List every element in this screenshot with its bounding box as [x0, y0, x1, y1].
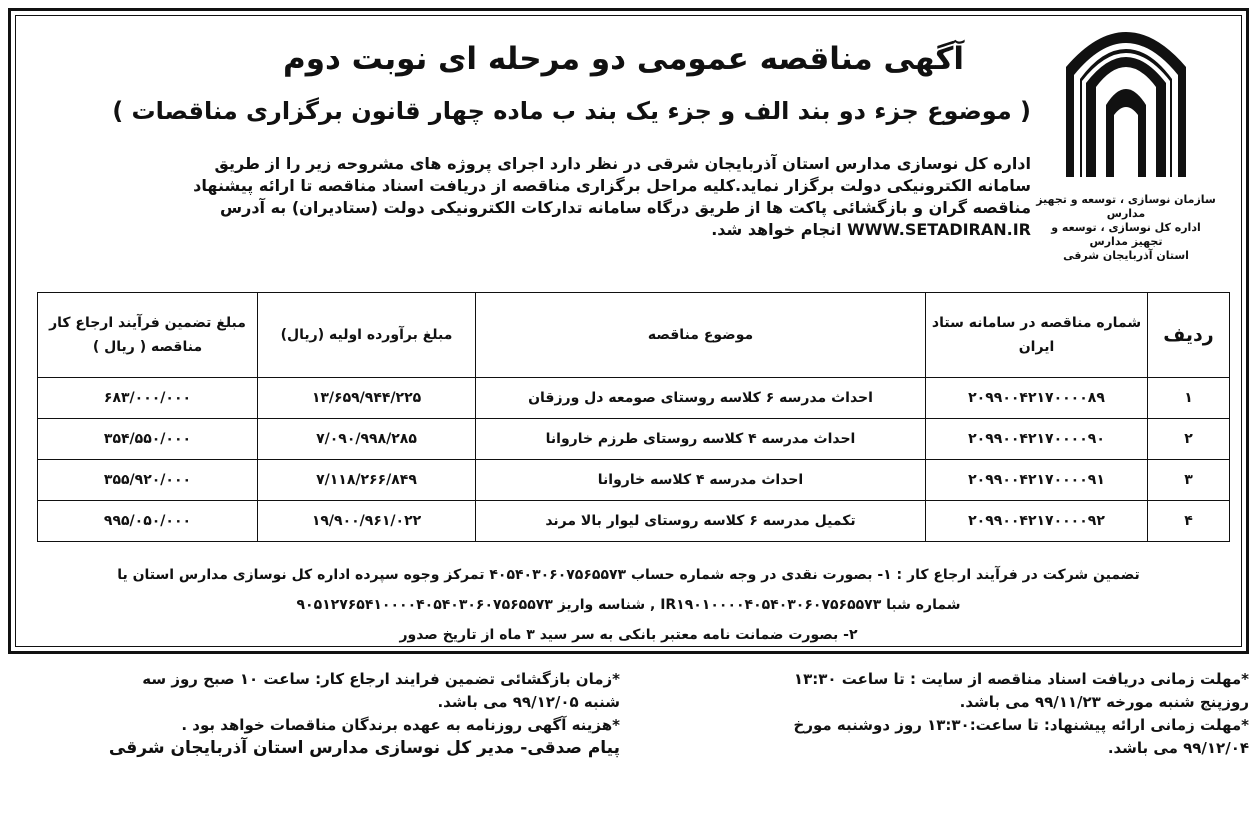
cell-row: ۴: [1148, 501, 1230, 542]
guarantee-line: شماره شبا IR۱۹۰۱۰۰۰۰۴۰۵۴۰۳۰۶۰۷۵۶۵۵۷۳ , شناسه واریز ۹۰۵۱۲۷۶۵۴۱۰۰۰۰۴۰۵۴۰۳۰۶۰۷۵۶۵۵۷۳: [296, 597, 961, 613]
org-name: [1036, 193, 1216, 263]
organization-emblem-icon: [1056, 27, 1196, 187]
org-name-line3: استان آذربایجان شرقی: [1063, 249, 1189, 262]
download-deadline-date: روزپنج شنبه مورخه ۹۹/۱۱/۲۳ می باشد.: [959, 693, 1249, 711]
ad-cost-note: *هزینه آگهی روزنامه به عهده برندگان مناقصات خواهد بود .: [181, 716, 620, 734]
intro-line: مناقصه گران و بازگشائی پاکت ها از طریق درگاه سامانه تدارکات الکترونیکی دولت (ستادیران) به آدرس: [220, 198, 1031, 217]
logo-block: [1036, 27, 1216, 263]
col-header-subject: موضوع مناقصه: [476, 293, 926, 378]
cell-estimate: ۷/۰۹۰/۹۹۸/۲۸۵: [258, 419, 476, 460]
cell-guarantee: ۹۹۵/۰۵۰/۰۰۰: [38, 501, 258, 542]
ad-title: آگهی مناقصه عمومی دو مرحله ای نوبت دوم: [282, 41, 965, 77]
intro-line: اداره کل نوسازی مدارس استان آذربایجان شرقی در نظر دارد اجرای پروژه های مشروحه زیر را از طریق: [214, 154, 1031, 173]
org-name-line2: اداره کل نوسازی ، توسعه و تجهیز مدارس: [1051, 221, 1201, 248]
table-row: [38, 419, 1230, 460]
col-header-guarantee: مبلغ تضمین فرآیند ارجاع کار مناقصه ( ریال ): [38, 293, 258, 378]
cell-guarantee: ۳۵۴/۵۵۰/۰۰۰: [38, 419, 258, 460]
cell-tender-no: ۲۰۹۹۰۰۴۲۱۷۰۰۰۰۹۲: [926, 501, 1148, 542]
guarantee-line: تضمین شرکت در فرآیند ارجاع کار : ۱- بصورت نقدی در وجه شماره حساب ۴۰۵۴۰۳۰۶۰۷۵۶۵۵۷۳ تمرکز وجوه سپرده اداره کل نوسازی مدارس استان یا: [117, 567, 1140, 583]
cell-subject: تکمیل مدرسه ۶ کلاسه روستای لیوار بالا مرند: [476, 501, 926, 542]
guarantee-line: ۲- بصورت ضمانت نامه معتبر بانکی به سر سید ۳ ماه از تاریخ صدور: [399, 627, 858, 643]
ad-subtitle: ( موضوع جزء دو بند الف و جزء یک بند ب ماده چهار قانون برگزاری مناقصات ): [112, 97, 1031, 125]
cell-row: ۳: [1148, 460, 1230, 501]
intro-line-website: WWW.SETADIRAN.IR انجام خواهد شد.: [711, 220, 1031, 239]
proposal-deadline-date: ۹۹/۱۲/۰۴ می باشد.: [1107, 739, 1249, 757]
org-name-line1: سازمان نوسازی ، توسعه و تجهیز مدارس: [1036, 193, 1216, 220]
signature: پیام صدقی- مدیر کل نوسازی مدارس استان آذربایجان شرقی: [108, 738, 620, 758]
download-deadline: *مهلت زمانی دریافت اسناد مناقصه از سایت : تا ساعت ۱۳:۳۰: [793, 670, 1249, 688]
opening-time-date: شنبه ۹۹/۱۲/۰۵ می باشد.: [437, 693, 620, 711]
cell-guarantee: ۶۸۳/۰۰۰/۰۰۰: [38, 378, 258, 419]
table-row: [38, 501, 1230, 542]
col-header-tender-no: شماره مناقصه در سامانه ستاد ایران: [926, 293, 1148, 378]
cell-tender-no: ۲۰۹۹۰۰۴۲۱۷۰۰۰۰۸۹: [926, 378, 1148, 419]
intro-line: سامانه الکترونیکی دولت برگزار نماید.کلیه مراحل برگزاری مناقصه از دریافت اسناد مناقصه تا ارائه پیشنهاد: [193, 176, 1031, 195]
cell-tender-no: ۲۰۹۹۰۰۴۲۱۷۰۰۰۰۹۱: [926, 460, 1148, 501]
tender-table: [37, 292, 1230, 542]
cell-row: ۲: [1148, 419, 1230, 460]
cell-row: ۱: [1148, 378, 1230, 419]
col-header-estimate: مبلغ برآورده اولیه (ریال): [258, 293, 476, 378]
opening-time: *زمان بازگشائی تضمین فرایند ارجاع کار: ساعت ۱۰ صبح روز سه: [142, 670, 620, 688]
col-header-row: ردیف: [1148, 293, 1230, 378]
deadlines-right: [649, 668, 1249, 760]
cell-estimate: ۱۹/۹۰۰/۹۶۱/۰۲۲: [258, 501, 476, 542]
tender-advertisement: [8, 8, 1249, 654]
guarantee-section: [37, 560, 1220, 650]
cell-estimate: ۷/۱۱۸/۲۶۶/۸۴۹: [258, 460, 476, 501]
cell-tender-no: ۲۰۹۹۰۰۴۲۱۷۰۰۰۰۹۰: [926, 419, 1148, 460]
table-row: [38, 378, 1230, 419]
proposal-deadline: *مهلت زمانی ارائه پیشنهاد: تا ساعت:۱۳:۳۰ روز دوشنبه مورخ: [793, 716, 1249, 734]
intro-paragraph: [37, 153, 1031, 241]
table-header-row: [38, 293, 1230, 378]
cell-subject: احداث مدرسه ۴ کلاسه خاروانا: [476, 460, 926, 501]
table-row: [38, 460, 1230, 501]
cell-subject: احداث مدرسه ۶ کلاسه روستای صومعه دل ورزقان: [476, 378, 926, 419]
cell-estimate: ۱۳/۶۵۹/۹۴۴/۲۲۵: [258, 378, 476, 419]
cell-subject: احداث مدرسه ۴ کلاسه روستای طرزم خاروانا: [476, 419, 926, 460]
deadlines-left: [10, 668, 620, 760]
cell-guarantee: ۳۵۵/۹۲۰/۰۰۰: [38, 460, 258, 501]
